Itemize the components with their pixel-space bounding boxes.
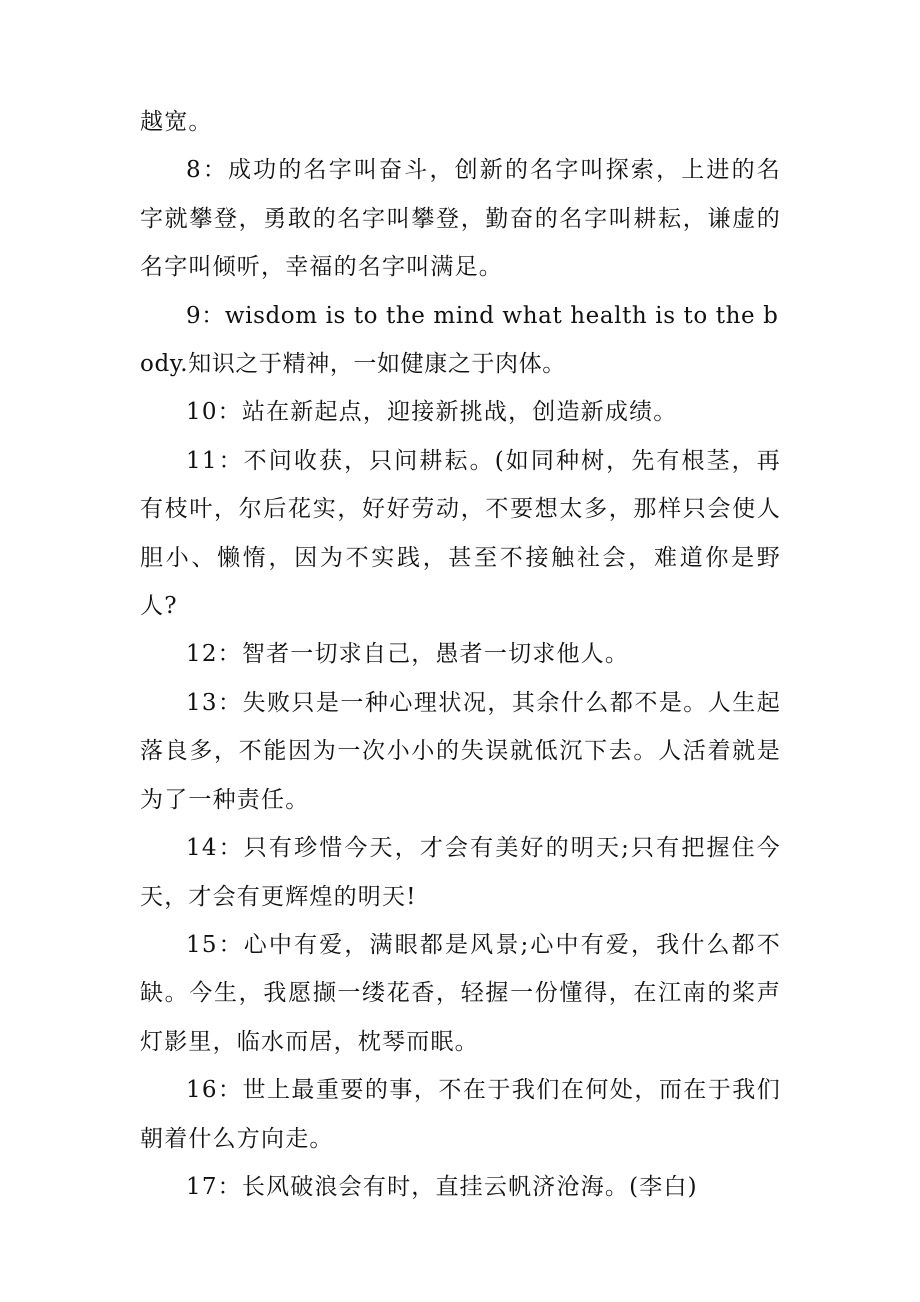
quote-item-13: 13：失败只是一种心理状况，其余什么都不是。人生起落良多，不能因为一次小小的失误就低沉下去。人活着就是为了一种责任。	[140, 689, 781, 813]
quote-item-11: 11：不问收获，只问耕耘。(如同种树，先有根茎，再有枝叶，尔后花实，好好劳动，不要想太多，那样只会使人胆小、懒惰，因为不实践，甚至不接触社会，难道你是野人?	[140, 447, 781, 620]
quote-item-9: 9：wisdom is to the mind what health is to the body.知识之于精神，一如健康之于肉体。	[140, 302, 779, 378]
quote-item-14: 14：只有珍惜今天，才会有美好的明天;只有把握住今天，才会有更辉煌的明天!	[140, 835, 781, 910]
quote-item-8: 8：成功的名字叫奋斗，创新的名字叫探索，上进的名字就攀登，勇敢的名字叫攀登，勤奋的名字叫耕耘，谦虚的名字叫倾听，幸福的名字叫满足。	[140, 157, 781, 281]
quote-item-15: 15：心中有爱，满眼都是风景;心中有爱，我什么都不缺。今生，我愿撷一缕花香，轻握一份懂得，在江南的桨声灯影里，临水而居，枕琴而眠。	[140, 931, 781, 1055]
paragraph-continuation: 越宽。	[140, 109, 213, 135]
quote-item-12: 12：智者一切求自己，愚者一切求他人。	[186, 641, 630, 668]
quote-item-17: 17：长风破浪会有时，直挂云帆济沧海。(李白)	[186, 1173, 698, 1200]
document-body	[140, 98, 781, 1211]
quote-item-16: 16：世上最重要的事，不在于我们在何处，而在于我们朝着什么方向走。	[140, 1077, 781, 1152]
quote-item-10: 10：站在新起点，迎接新挑战，创造新成绩。	[186, 399, 678, 426]
